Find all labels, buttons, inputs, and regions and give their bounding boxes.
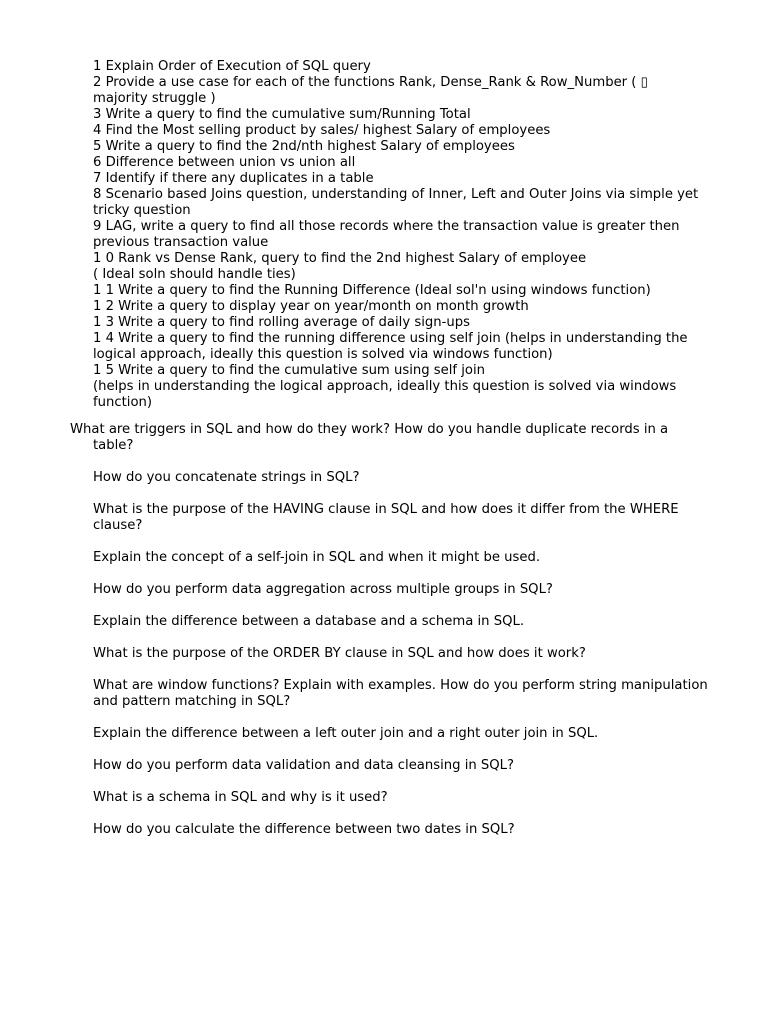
list-item: 3 Write a query to find the cumulative sum/Running Total	[93, 107, 471, 122]
list-item: 8 Scenario based Joins question, understanding of Inner, Left and Outer Joins via simple yet tricky question	[93, 187, 699, 218]
list-item: 5 Write a query to find the 2nd/nth highest Salary of employees	[93, 139, 515, 154]
question-item: Explain the difference between a database and a schema in SQL.	[93, 614, 525, 629]
question-item: How do you perform data aggregation across multiple groups in SQL?	[93, 582, 553, 597]
question-item: How do you calculate the difference between two dates in SQL?	[93, 822, 515, 837]
list-item: 1 3 Write a query to find rolling average of daily sign-ups	[93, 315, 470, 330]
question-item: What is the purpose of the HAVING clause in SQL and how does it differ from the WHERE clause?	[93, 502, 679, 533]
question-item: Explain the difference between a left outer join and a right outer join in SQL.	[93, 726, 599, 741]
sql-questions-list	[70, 422, 710, 854]
list-item: 1 Explain Order of Execution of SQL query	[93, 59, 371, 74]
list-item: 1 4 Write a query to find the running difference using self join (helps in understanding the logical approach, ideally this question is solved via windows function)	[93, 331, 688, 362]
question-item: Explain the concept of a self-join in SQL and when it might be used.	[93, 550, 541, 565]
list-item: 1 0 Rank vs Dense Rank, query to find the 2nd highest Salary of employee ( Ideal soln should handle ties)	[93, 251, 587, 282]
list-item: 1 1 Write a query to find the Running Difference (Ideal sol'n using windows function)	[93, 283, 651, 298]
question-item: What are window functions? Explain with examples. How do you perform string manipulation and pattern matching in SQL?	[93, 678, 708, 709]
question-item: How do you perform data validation and data cleansing in SQL?	[93, 758, 515, 773]
question-item: What is the purpose of the ORDER BY clause in SQL and how does it work?	[93, 646, 586, 661]
list-item: 1 5 Write a query to find the cumulative sum using self join (helps in understanding the logical approach, ideally this question is solved via windows function)	[93, 363, 677, 410]
question-item: How do you concatenate strings in SQL?	[93, 470, 360, 485]
numbered-question-list	[93, 59, 733, 411]
list-item: 9 LAG, write a query to find all those records where the transaction value is greater then previous transaction value	[93, 219, 680, 250]
list-item: 7 Identify if there any duplicates in a table	[93, 171, 374, 186]
list-item: 1 2 Write a query to display year on year/month on month growth	[93, 299, 529, 314]
question-item: What are triggers in SQL and how do they work? How do you handle duplicate records in a table?	[70, 422, 669, 453]
question-item: What is a schema in SQL and why is it used?	[93, 790, 388, 805]
list-item: 4 Find the Most selling product by sales/ highest Salary of employees	[93, 123, 551, 138]
list-item: 6 Difference between union vs union all	[93, 155, 356, 170]
list-item: 2 Provide a use case for each of the functions Rank, Dense_Rank & Row_Number ( ▯ majority struggle )	[93, 75, 648, 106]
